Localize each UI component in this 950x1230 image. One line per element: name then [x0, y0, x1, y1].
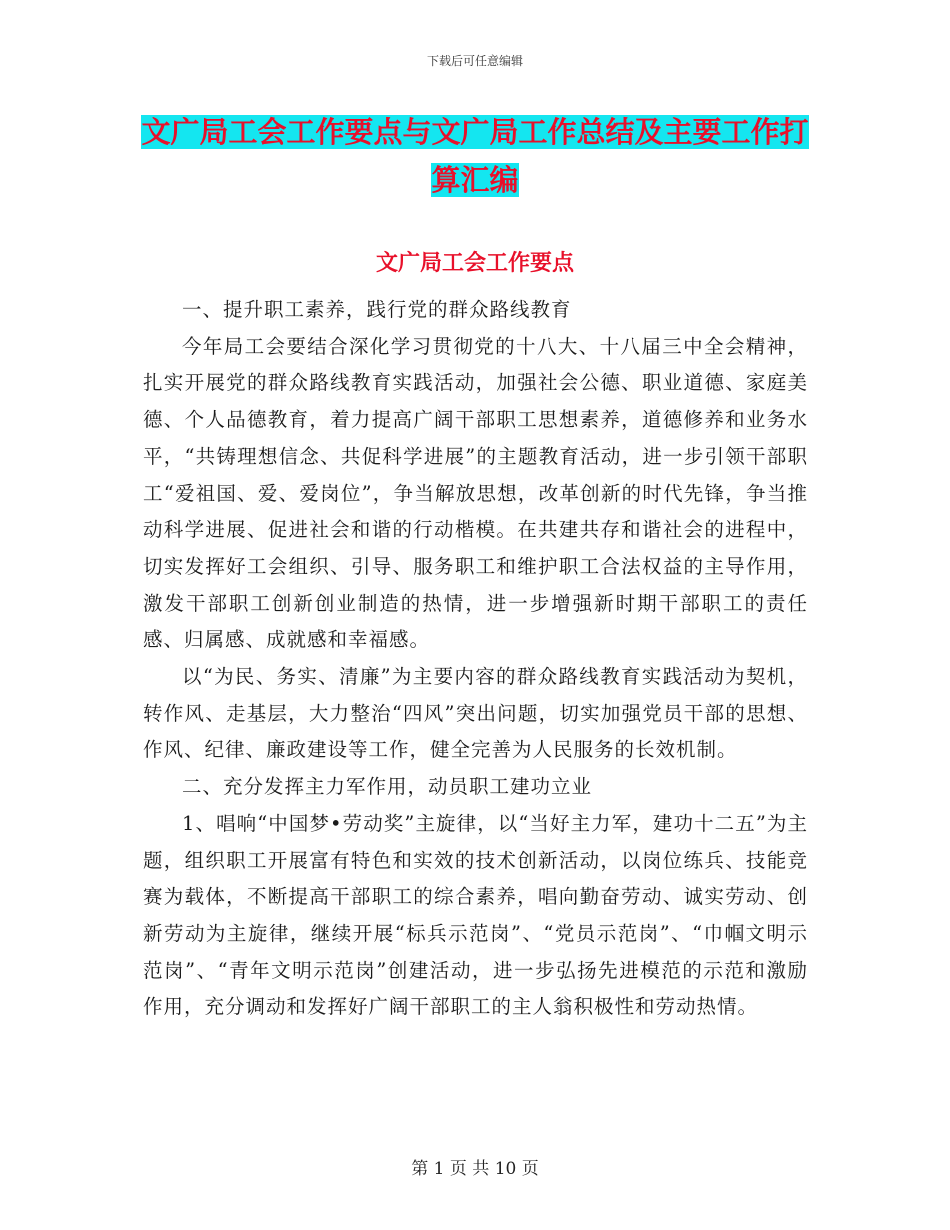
paragraph: 1、唱响“中国梦•劳动奖”主旋律，以“当好主力军，建功十二五”为主题，组织职工开展富有特色和实效的技术创新活动，以岗位练兵、技能竞赛为载体，不断提高干部职工的综合素养，唱向勤奋劳动、诚实劳动、创新劳动为主旋律，继续开展“标兵示范岗”、“党员示范岗”、“巾帼文明示范岗”、“青年文明示范岗”创建活动，进一步弘扬先进模范的示范和激励作用，充分调动和发挥好广阔干部职工的主人翁积极性和劳动热情。: [143, 811, 808, 1019]
document-title-line-1: 文广局工会工作要点与文广局工作总结及主要工作打: [141, 115, 809, 149]
page-footer: 第 1 页 共 10 页: [411, 1159, 539, 1179]
document-title: [140, 108, 810, 204]
paragraph: 以“为民、务实、清廉”为主要内容的群众路线教育实践活动为契机，转作风、走基层，大力整治“四风”突出问题，切实加强党员干部的思想、作风、纪律、廉政建设等工作，健全完善为人民服务的长效机制。: [143, 665, 808, 762]
paragraph-heading-1: 一、提升职工素养，践行党的群众路线教育: [182, 298, 572, 321]
document-title-line-2: 算汇编: [431, 163, 519, 197]
document-body: [143, 292, 808, 1026]
header-note: 下载后可任意编辑: [426, 54, 523, 68]
section-title: 文广局工会工作要点: [375, 251, 574, 276]
paragraph-heading-2: 二、充分发挥主力军作用，动员职工建功立业: [182, 775, 593, 799]
paragraph: 今年局工会要结合深化学习贯彻党的十八大、十八届三中全会精神，扎实开展党的群众路线教育实践活动，加强社会公德、职业道德、家庭美德、个人品德教育，着力提高广阔干部职工思想素养，道德修养和业务水平，“共铸理想信念、共促科学进展”的主题教育活动，进一步引领干部职工“爱祖国、爱、爱岗位”，争当解放思想，改革创新的时代先锋，争当推动科学进展、促进社会和谐的行动楷模。在共建共存和谐社会的进程中，切实发挥好工会组织、引导、服务职工和维护职工合法权益的主导作用，激发干部职工创新创业制造的热情，进一步增强新时期干部职工的责任感、归属感、成就感和幸福感。: [143, 334, 808, 652]
